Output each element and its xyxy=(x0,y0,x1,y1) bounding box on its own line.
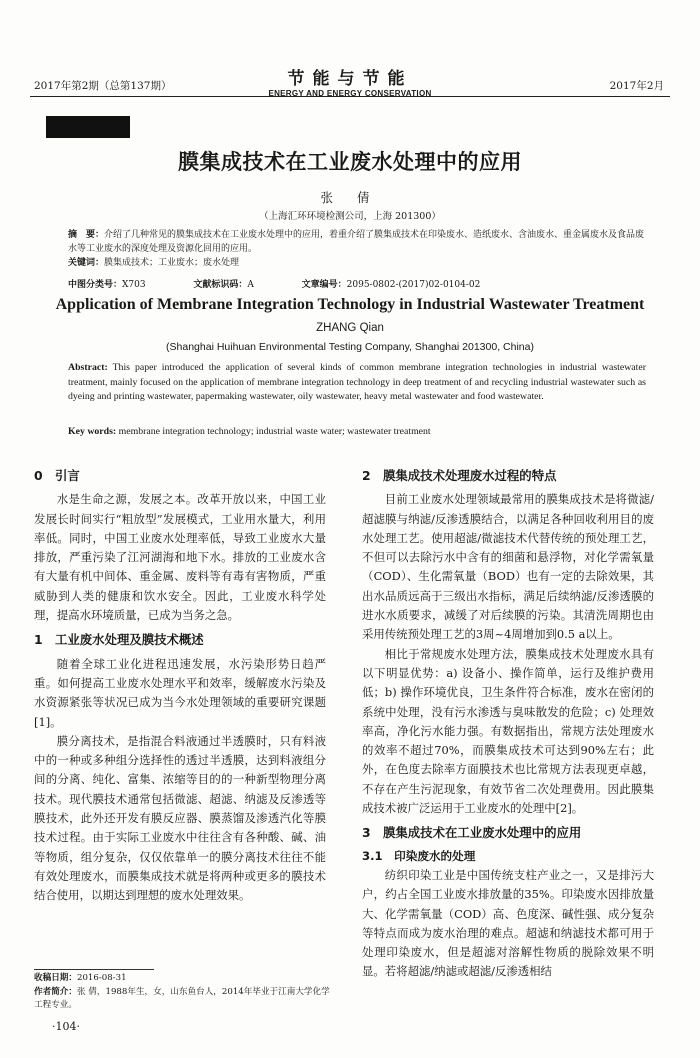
abstract-cn xyxy=(68,228,648,270)
column-tag-block xyxy=(46,116,130,138)
right-column xyxy=(362,466,654,982)
en-keywords-text: membrane integration technology; industrial waste water; wastewater treatment xyxy=(118,426,431,437)
section-2-heading: 2 膜集成技术处理废水过程的特点 xyxy=(362,468,557,483)
en-keywords-label: Key words: xyxy=(68,426,117,437)
abstract-cn-text: 介绍了几种常见的膜集成技术在工业废水处理中的应用，着重介绍了膜集成技术在印染废水、造纸废水、含油废水、重金属废水及食品废水等工业废水的深度处理及资源化回用的应用。 xyxy=(68,230,645,254)
paragraph: 相比于常规废水处理方法，膜集成技术处理废水具有以下明显优势：a) 设备小、操作简单，运行及维护费用低；b) 操作环境优良，卫生条件符合标准，废水在密闭的系统中处理，没有污水渗透与臭味散发的危险；c) 处理效率高，净化污水能力强。有数据指出，常规方法处理废水的效率不超过70%，而膜集成技术可达到90%左右；此外，在色度去除率方面膜技术也比常规方法表现更卓越，不存在产生污泥现象，有效节省二次处理费用。因此膜集成技术被广泛运用于工业废水的处理中[2]。 xyxy=(362,646,654,816)
section-3-1-heading: 3.1 印染废水的处理 xyxy=(362,848,476,863)
received-label: 收稿日期： xyxy=(34,973,77,983)
paragraph: 水是生命之源，发展之本。改革开放以来，中国工业发展长时间实行“粗放型”发展模式，工业用水量大，利用率低。同时，中国工业废水处理率低，导致工业废水大量排放，严重污染了江河湖海和地下水。排放的工业废水含有大量有机中间体、重金属、废料等有毒有害物质，严重威胁到人类的健康和饮水安全。因此，工业废水科学处理，提高水环境质量，已成为当务之急。 xyxy=(34,492,326,623)
paragraph: 随着全球工业化进程迅速发展，水污染形势日趋严重。如何提高工业废水处理水平和效率，缓解废水污染及水资源紧张等状况已成为当今水处理领域的重要研究课题[1]。 xyxy=(34,656,326,729)
article-id-value: 2095-0802-(2017)02-0104-02 xyxy=(346,280,481,290)
header-issue: 2017年第2期（总第137期） xyxy=(34,80,172,92)
header-date: 2017年2月 xyxy=(609,80,664,92)
received-date: 2016-08-31 xyxy=(76,973,127,983)
journal-name-en: ENERGY AND ENERGY CONSERVATION xyxy=(268,89,432,98)
footnote-divider xyxy=(34,969,154,970)
paragraph: 纺织印染工业是中国传统支柱产业之一，又是排污大户，约占全国工业废水排放量的35%。印染废水因排放量大、化学需氧量（COD）高、色度深、碱性强、成分复杂等特点而成为废水治理的难点。超滤和纳滤技术都可用于处理印染废水，但是超滤对溶解性物质的脱除效果不明显。若将超滤/纳滤或超滤/反渗透相结 xyxy=(362,867,654,979)
paragraph: 目前工业废水处理领域最常用的膜集成技术是将微滤/超滤膜与纳滤/反渗透膜结合，以满足各种回收利用目的废水处理工艺。使用超滤/微滤技术代替传统的预处理工艺，不但可以去除污水中含有的细菌和悬浮物，对化学需氧量（COD）、生化需氧量（BOD）也有一定的去除效果，其出水品质远高于三级出水指标，满足后续纳滤/反渗透膜的进水水质要求，减缓了对后续膜的污染。其清洗周期也由采用传统预处理工艺的3周~4周增加到0.5 a以上。 xyxy=(362,492,654,642)
author-bio: 张 倩，1988年生，女，山东鱼台人，2014年毕业于江南大学化学工程专业。 xyxy=(34,986,330,1010)
bio-label: 作者简介： xyxy=(34,986,77,997)
en-abstract-label: Abstract: xyxy=(68,362,108,373)
clc-value: X703 xyxy=(122,280,146,290)
section-0-heading: 0 引言 xyxy=(34,468,80,483)
header-divider xyxy=(30,96,670,97)
affiliation: （上海汇环环境检测公司，上海 201300） xyxy=(259,211,441,222)
author: 张 倩 xyxy=(320,190,380,205)
english-keywords xyxy=(68,426,646,437)
page-number: ·104· xyxy=(52,1020,80,1033)
doc-code-value: A xyxy=(247,280,254,290)
section-1-heading: 1 工业废水处理及膜技术概述 xyxy=(34,632,204,648)
classification-row xyxy=(68,277,480,290)
doc-code-label: 文献标识码： xyxy=(193,280,248,290)
footnote xyxy=(34,972,334,1013)
keywords-cn-label: 关键词： xyxy=(68,258,105,268)
journal-name-cn: 节能与节能 xyxy=(287,69,413,89)
english-title: Application of Membrane Integration Technology in Industrial Wastewater Treatment xyxy=(55,296,645,313)
en-abstract-text: This paper introduced the application of several kinds of common membrane integration technologies in industrial wastewater treatment, mainly focused on the application of membrane integration technology in deep treatment of and recycling industrial wastewater such as dyeing and printing wastewater, papermaking wastewater, oily wastewater, heavy metal wastewater and food wastewater. xyxy=(68,362,646,403)
clc-label: 中图分类号： xyxy=(68,280,123,290)
left-column xyxy=(34,466,326,906)
abstract-cn-label: 摘 要： xyxy=(68,230,105,240)
english-author: ZHANG Qian xyxy=(316,322,384,334)
article-title: 膜集成技术在工业废水处理中的应用 xyxy=(178,150,522,174)
english-abstract xyxy=(68,361,646,405)
english-affiliation: (Shanghai Huihuan Environmental Testing Company, Shanghai 201300, China) xyxy=(166,341,534,353)
section-3-heading: 3 膜集成技术在工业废水处理中的应用 xyxy=(362,825,582,841)
journal-masthead xyxy=(0,64,700,98)
paragraph: 膜分离技术，是指混合料液通过半透膜时，只有料液中的一种或多种组分选择性的透过半透膜，达到料液组分间的分离、纯化、富集、浓缩等目的的一种新型物理分离技术。现代膜技术通常包括微滤、超滤、纳滤及反渗透等膜技术，此外还开发有膜反应器、膜蒸馏及渗透汽化等膜技术过程。由于实际工业废水中往往含有各种酸、碱、油等物质，组分复杂，仅仅依靠单一的膜分离技术往往不能有效处理废水，而膜集成技术就是将两种或更多的膜技术结合使用，以期达到理想的废水处理效果。 xyxy=(34,733,326,903)
keywords-cn-text: 膜集成技术；工业废水；废水处理 xyxy=(104,258,240,268)
article-id-label: 文章编号： xyxy=(301,280,347,290)
